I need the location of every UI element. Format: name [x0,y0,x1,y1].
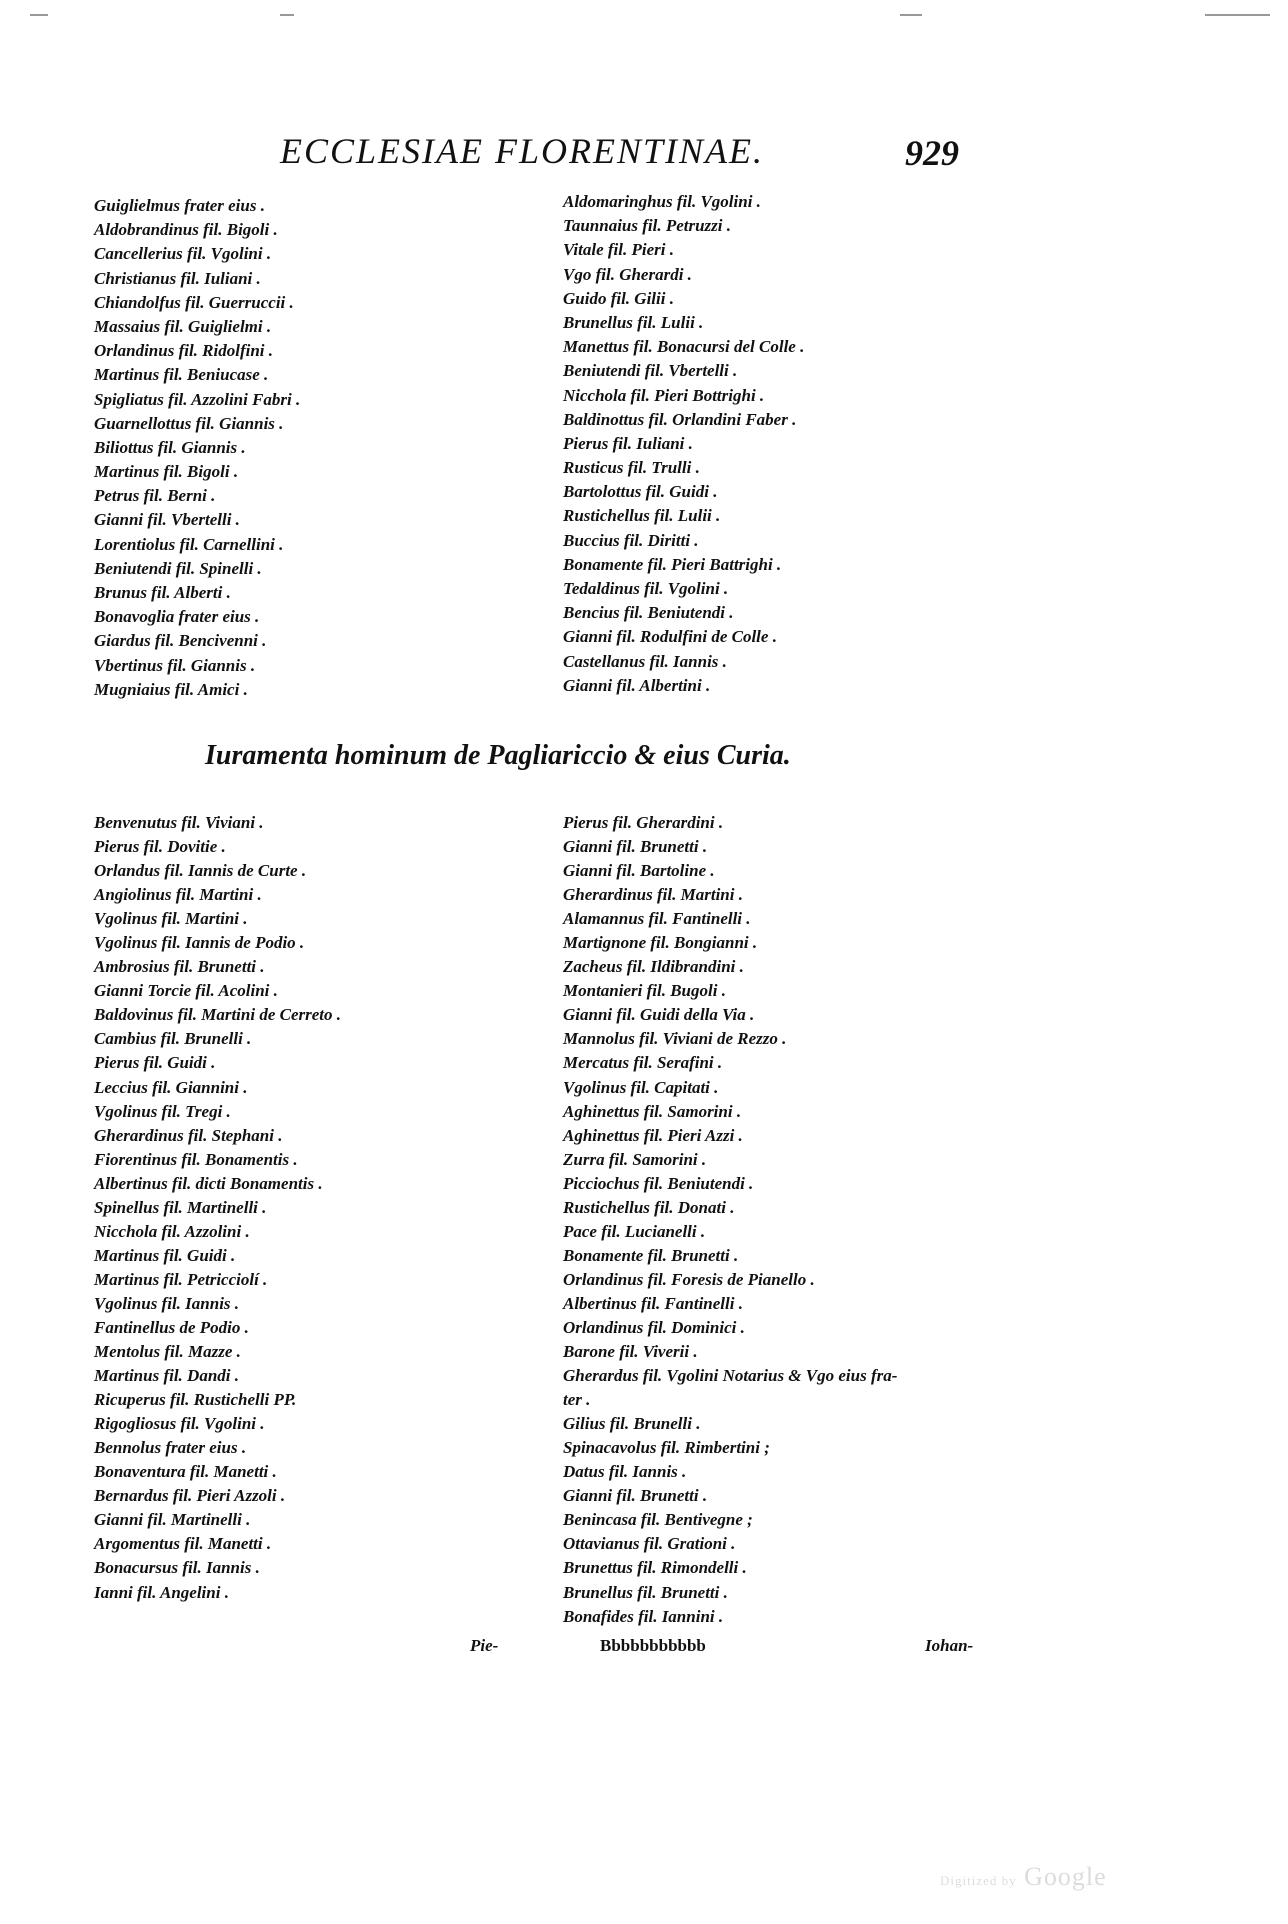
name-entry: Albertinus fil. dicti Bonamentis . [94,1173,323,1193]
scan-edge-mark [30,14,48,16]
name-entry: Bonaventura fil. Manetti . [94,1462,277,1482]
section-heading: Iuramenta hominum de Pagliariccio & eius Curia. [205,740,791,771]
name-entry: Mentolus fil. Mazze . [94,1342,241,1362]
name-entry: Vgolinus fil. Capitati . [563,1077,719,1097]
name-entry: Zurra fil. Samorini . [563,1149,707,1169]
name-entry: Gianni fil. Rodulfini de Colle . [563,627,777,647]
name-entry: Baldinottus fil. Orlandini Faber . [563,409,797,429]
name-entry: Nicchola fil. Pieri Bottrighi . [563,385,765,405]
name-entry: Orlandinus fil. Dominici . [563,1317,745,1337]
name-entry: Guarnellottus fil. Giannis . [94,413,284,433]
name-entry: Ianni fil. Angelini . [94,1582,229,1602]
name-entry: Cambius fil. Brunelli . [94,1029,252,1049]
name-entry: Fiorentinus fil. Bonamentis . [94,1149,298,1169]
scan-edge-mark [900,14,922,16]
name-entry: Bencius fil. Beniutendi . [563,603,734,623]
name-entry: Biliottus fil. Giannis . [94,437,246,457]
name-entry: Pierus fil. Gherardini . [563,813,724,832]
name-entry: Orlandus fil. Iannis de Curte . [94,861,307,881]
name-entry: Bernardus fil. Pieri Azzoli . [94,1486,286,1506]
name-entry: Castellanus fil. Iannis . [563,651,727,671]
name-entry: Vgolinus fil. Tregi . [94,1101,231,1121]
name-entry: Gherardinus fil. Martini . [563,885,743,905]
name-entry: Gianni fil. Albertini . [563,675,711,695]
name-entry: Tedaldinus fil. Vgolini . [563,579,729,598]
page-number: 929 [905,133,959,173]
name-entry: Fantinellus de Podio . [94,1317,249,1337]
name-entry: Brunus fil. Alberti . [94,583,231,602]
watermark-prefix: Digitized by [940,1873,1017,1888]
name-entry: Gilius fil. Brunelli . [563,1414,701,1434]
name-entry: Angiolinus fil. Martini . [94,885,262,905]
signature-mark: Bbbbbbbbbbb [600,1636,706,1655]
name-entry: Vgo fil. Gherardi . [563,264,692,284]
name-entry: Benincasa fil. Bentivegne ; [563,1510,753,1530]
name-entry: Gianni Torcie fil. Acolini . [94,981,278,1001]
name-entry: Vitale fil. Pieri . [563,240,674,260]
name-entry: Martinus fil. Guidi . [94,1245,236,1265]
name-entry: Rigogliosus fil. Vgolini . [94,1414,265,1434]
name-entry: Taunnaius fil. Petruzzi . [563,216,732,236]
name-entry: Argomentus fil. Manetti . [94,1534,272,1554]
name-entry: Alamannus fil. Fantinelli . [563,909,751,929]
google-logo: Google [1024,1862,1107,1891]
name-entry: Rustichellus fil. Lulii . [563,506,721,526]
name-entry: Gherardus fil. Vgolini Notarius & Vgo eius fra- [563,1366,898,1386]
name-entry: Guiglielmus frater eius . [94,196,265,215]
name-entry: Rusticus fil. Trulli . [563,458,700,478]
name-entry: Bartolottus fil. Guidi . [563,482,718,502]
name-entry: Martinus fil. Beniucase . [94,365,269,385]
name-entry: Ottavianus fil. Grationi . [563,1534,736,1554]
pagliariccio-list-left [94,811,341,1605]
name-entry: Gianni fil. Martinelli . [94,1510,251,1530]
name-entry: Ricuperus fil. Rustichelli PP. [94,1390,297,1410]
name-entry: Montanieri fil. Bugoli . [563,981,726,1001]
digitized-watermark [940,1862,1107,1892]
name-entry: Mercatus fil. Serafini . [563,1053,723,1073]
name-entry: Baldovinus fil. Martini de Cerreto . [94,1005,341,1025]
name-entry: Gianni fil. Brunetti . [563,837,708,857]
name-entry: Orlandinus fil. Ridolfini . [94,341,274,361]
name-entry: Vgolinus fil. Iannis . [94,1293,240,1313]
oath-list-right [563,190,804,698]
name-entry: Bonafides fil. Iannini . [563,1606,724,1626]
name-entry: Beniutendi fil. Spinelli . [94,558,262,578]
name-entry: Bonamente fil. Pieri Battrighi . [563,554,782,574]
name-entry: Orlandinus fil. Foresis de Pianello . [563,1269,815,1289]
catchword-left: Pie- [470,1636,499,1655]
name-entry: Chiandolfus fil. Guerruccii . [94,292,294,312]
name-entry: Brunellus fil. Lulii . [563,312,704,332]
name-entry: Christianus fil. Iuliani . [94,268,261,288]
name-entry: Rustichellus fil. Donati . [563,1197,735,1217]
name-entry: Aghinettus fil. Pieri Azzi . [563,1125,743,1145]
name-entry: Gianni fil. Vbertelli . [94,510,240,530]
name-entry: Guido fil. Gilii . [563,288,674,308]
name-entry: Pierus fil. Guidi . [94,1053,216,1073]
name-entry: Albertinus fil. Fantinelli . [563,1293,743,1313]
name-entry: Mugniaius fil. Amici . [94,679,248,699]
name-entry: Gherardinus fil. Stephani . [94,1125,283,1145]
name-entry: Buccius fil. Diritti . [563,530,699,550]
name-entry: Pace fil. Lucianelli . [563,1221,706,1241]
name-entry: Vgolinus fil. Martini . [94,909,248,929]
running-head: ECCLESIAE FLORENTINAE. [280,131,764,171]
name-entry: Martignone fil. Bongianni . [563,933,758,953]
name-entry: Cancellerius fil. Vgolini . [94,244,272,264]
name-entry: Martinus fil. Bigoli . [94,462,239,482]
name-entry: Picciochus fil. Beniutendi . [563,1173,754,1193]
name-entry: Pierus fil. Iuliani . [563,433,693,453]
name-entry: Datus fil. Iannis . [563,1462,687,1482]
name-entry: Martinus fil. Petricciolí . [94,1269,268,1289]
name-entry: Massaius fil. Guiglielmi . [94,316,272,336]
name-entry: Spinacavolus fil. Rimbertini ; [563,1438,770,1458]
name-entry: Gianni fil. Guidi della Via . [563,1005,755,1025]
name-entry: Giardus fil. Bencivenni . [94,631,267,651]
name-entry: ter . [563,1390,591,1410]
name-entry: Aldomaringhus fil. Vgolini . [563,192,761,211]
name-entry: Aghinettus fil. Samorini . [563,1101,742,1121]
name-entry: Manettus fil. Bonacursi del Colle . [563,337,805,357]
name-entry: Nicchola fil. Azzolini . [94,1221,250,1241]
name-entry: Gianni fil. Bartoline . [563,861,715,881]
name-entry: Vbertinus fil. Giannis . [94,655,256,675]
catchword-right: Iohan- [925,1636,974,1655]
scan-edge-mark [1205,14,1270,16]
name-entry: Aldobrandinus fil. Bigoli . [94,220,278,240]
name-entry: Benvenutus fil. Viviani . [94,813,264,832]
pagliariccio-list-right [563,811,897,1629]
name-entry: Vgolinus fil. Iannis de Podio . [94,933,305,953]
name-entry: Barone fil. Viverii . [563,1342,698,1362]
name-entry: Spinellus fil. Martinelli . [94,1197,267,1217]
scan-edge-mark [280,14,294,16]
name-entry: Martinus fil. Dandi . [94,1366,240,1386]
name-entry: Bennolus frater eius . [94,1438,247,1458]
name-entry: Beniutendi fil. Vbertelli . [563,361,738,381]
name-entry: Brunettus fil. Rimondelli . [563,1558,747,1578]
oath-list-left [94,194,300,702]
name-entry: Bonavoglia frater eius . [94,607,260,627]
name-entry: Lorentiolus fil. Carnellini . [94,534,284,554]
name-entry: Bonamente fil. Brunetti . [563,1245,739,1265]
name-entry: Gianni fil. Brunetti . [563,1486,708,1506]
name-entry: Bonacursus fil. Iannis . [94,1558,260,1578]
name-entry: Leccius fil. Giannini . [94,1077,248,1097]
name-entry: Spigliatus fil. Azzolini Fabri . [94,389,301,409]
name-entry: Ambrosius fil. Brunetti . [94,957,265,977]
name-entry: Pierus fil. Dovitie . [94,837,226,857]
name-entry: Brunellus fil. Brunetti . [563,1582,728,1602]
name-entry: Zacheus fil. Ildibrandini . [563,957,744,977]
name-entry: Petrus fil. Berni . [94,486,216,506]
name-entry: Mannolus fil. Viviani de Rezzo . [563,1029,787,1049]
